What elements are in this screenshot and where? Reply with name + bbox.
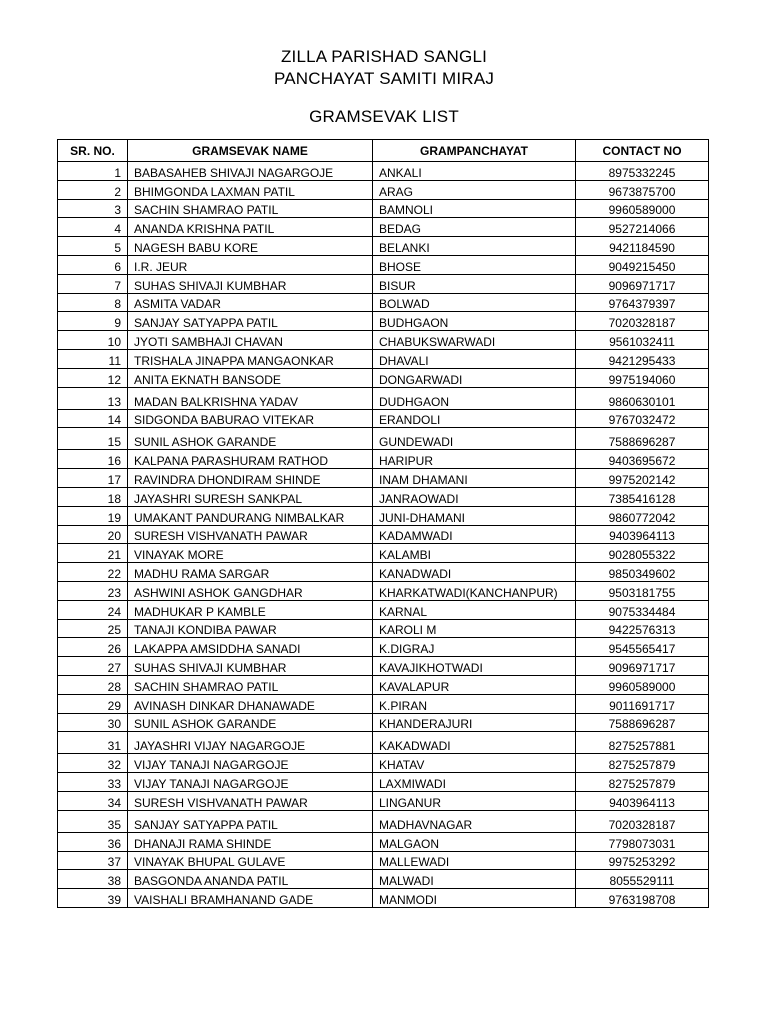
- sr-no-cell: 32: [58, 754, 128, 773]
- table-row: [58, 218, 709, 237]
- grampanchayat-cell: K.PIRAN: [373, 694, 576, 713]
- gramsevak-name-cell: SACHIN SHAMRAO PATIL: [128, 199, 373, 218]
- contact-no-cell: 9096971717: [576, 657, 709, 676]
- table-row: [58, 563, 709, 582]
- gramsevak-name-cell: SUHAS SHIVAJI KUMBHAR: [128, 274, 373, 293]
- gramsevak-name-cell: UMAKANT PANDURANG NIMBALKAR: [128, 506, 373, 525]
- contact-no-cell: 9527214066: [576, 218, 709, 237]
- gramsevak-name-cell: SANJAY SATYAPPA PATIL: [128, 312, 373, 331]
- contact-no-cell: 9011691717: [576, 694, 709, 713]
- table-row: [58, 469, 709, 488]
- sr-no-cell: 30: [58, 713, 128, 732]
- sr-no-cell: 24: [58, 600, 128, 619]
- table-row: [58, 638, 709, 657]
- table-row: [58, 409, 709, 428]
- gramsevak-name-cell: TRISHALA JINAPPA MANGAONKAR: [128, 349, 373, 368]
- table-row: [58, 732, 709, 754]
- grampanchayat-cell: DUDHGAON: [373, 387, 576, 409]
- gramsevak-name-cell: DHANAJI RAMA SHINDE: [128, 832, 373, 851]
- gramsevak-name-cell: SACHIN SHAMRAO PATIL: [128, 675, 373, 694]
- gramsevak-name-cell: SURESH VISHVANATH PAWAR: [128, 791, 373, 810]
- grampanchayat-cell: KALAMBI: [373, 544, 576, 563]
- gramsevak-name-cell: SUHAS SHIVAJI KUMBHAR: [128, 657, 373, 676]
- table-row: [58, 255, 709, 274]
- sr-no-cell: 11: [58, 349, 128, 368]
- list-title: GRAMSEVAK LIST: [309, 107, 459, 126]
- contact-no-cell: 9403695672: [576, 450, 709, 469]
- sr-no-cell: 5: [58, 237, 128, 256]
- gramsevak-name-cell: ANITA EKNATH BANSODE: [128, 368, 373, 387]
- gramsevak-name-cell: VAISHALI BRAMHANAND GADE: [128, 889, 373, 908]
- table-row: [58, 851, 709, 870]
- gramsevak-name-cell: LAKAPPA AMSIDDHA SANADI: [128, 638, 373, 657]
- contact-no-cell: 9421295433: [576, 349, 709, 368]
- grampanchayat-cell: HARIPUR: [373, 450, 576, 469]
- sr-no-cell: 4: [58, 218, 128, 237]
- grampanchayat-cell: LINGANUR: [373, 791, 576, 810]
- contact-no-cell: 9503181755: [576, 581, 709, 600]
- contact-no-cell: 8275257881: [576, 732, 709, 754]
- sr-no-cell: 8: [58, 293, 128, 312]
- contact-no-cell: 9767032472: [576, 409, 709, 428]
- contact-no-cell: 9960589000: [576, 199, 709, 218]
- sr-no-cell: 15: [58, 428, 128, 450]
- column-header-contact: CONTACT NO: [576, 140, 709, 162]
- table-row: [58, 619, 709, 638]
- grampanchayat-cell: LAXMIWADI: [373, 773, 576, 792]
- table-row: [58, 581, 709, 600]
- grampanchayat-cell: BHOSE: [373, 255, 576, 274]
- gramsevak-name-cell: SURESH VISHVANATH PAWAR: [128, 525, 373, 544]
- gramsevak-name-cell: JYOTI SAMBHAJI CHAVAN: [128, 331, 373, 350]
- grampanchayat-cell: BAMNOLI: [373, 199, 576, 218]
- table-row: [58, 754, 709, 773]
- sr-no-cell: 17: [58, 469, 128, 488]
- contact-no-cell: 9673875700: [576, 180, 709, 199]
- contact-no-cell: 9850349602: [576, 563, 709, 582]
- grampanchayat-cell: INAM DHAMANI: [373, 469, 576, 488]
- sr-no-cell: 34: [58, 791, 128, 810]
- gramsevak-name-cell: VIJAY TANAJI NAGARGOJE: [128, 754, 373, 773]
- gramsevak-name-cell: BASGONDA ANANDA PATIL: [128, 870, 373, 889]
- sr-no-cell: 14: [58, 409, 128, 428]
- table-row: [58, 544, 709, 563]
- district-heading: ZILLA PARISHAD SANGLI: [280, 47, 488, 66]
- grampanchayat-cell: KHARKATWADI(KANCHANPUR): [373, 581, 576, 600]
- sr-no-cell: 23: [58, 581, 128, 600]
- grampanchayat-cell: BEDAG: [373, 218, 576, 237]
- sr-no-cell: 26: [58, 638, 128, 657]
- contact-no-cell: 9403964113: [576, 791, 709, 810]
- sr-no-cell: 18: [58, 487, 128, 506]
- sr-no-cell: 20: [58, 525, 128, 544]
- table-row: [58, 237, 709, 256]
- gramsevak-table: [57, 139, 709, 908]
- gramsevak-name-cell: BHIMGONDA LAXMAN PATIL: [128, 180, 373, 199]
- gramsevak-name-cell: RAVINDRA DHONDIRAM SHINDE: [128, 469, 373, 488]
- grampanchayat-cell: KARNAL: [373, 600, 576, 619]
- table-row: [58, 180, 709, 199]
- grampanchayat-cell: K.DIGRAJ: [373, 638, 576, 657]
- sr-no-cell: 29: [58, 694, 128, 713]
- gramsevak-name-cell: MADHU RAMA SARGAR: [128, 563, 373, 582]
- sr-no-cell: 3: [58, 199, 128, 218]
- gramsevak-name-cell: SUNIL ASHOK GARANDE: [128, 428, 373, 450]
- table-row: [58, 368, 709, 387]
- gramsevak-name-cell: I.R. JEUR: [128, 255, 373, 274]
- contact-no-cell: 9975202142: [576, 469, 709, 488]
- column-header-grampanchayat: GRAMPANCHAYAT: [373, 140, 576, 162]
- table-row: [58, 713, 709, 732]
- contact-no-cell: 9545565417: [576, 638, 709, 657]
- table-row: [58, 791, 709, 810]
- contact-no-cell: 9960589000: [576, 675, 709, 694]
- gramsevak-name-cell: VIJAY TANAJI NAGARGOJE: [128, 773, 373, 792]
- contact-no-cell: 8275257879: [576, 754, 709, 773]
- contact-no-cell: 7588696287: [576, 713, 709, 732]
- table-row: [58, 162, 709, 181]
- grampanchayat-cell: ERANDOLI: [373, 409, 576, 428]
- gramsevak-name-cell: SUNIL ASHOK GARANDE: [128, 713, 373, 732]
- grampanchayat-cell: MALLEWADI: [373, 851, 576, 870]
- table-header-row: [58, 140, 709, 162]
- grampanchayat-cell: MADHAVNAGAR: [373, 810, 576, 832]
- contact-no-cell: 9763198708: [576, 889, 709, 908]
- grampanchayat-cell: KAVAJIKHOTWADI: [373, 657, 576, 676]
- grampanchayat-cell: MANMODI: [373, 889, 576, 908]
- contact-no-cell: 9975253292: [576, 851, 709, 870]
- contact-no-cell: 9075334484: [576, 600, 709, 619]
- table-row: [58, 810, 709, 832]
- sr-no-cell: 33: [58, 773, 128, 792]
- table-row: [58, 600, 709, 619]
- sr-no-cell: 39: [58, 889, 128, 908]
- sr-no-cell: 16: [58, 450, 128, 469]
- table-row: [58, 349, 709, 368]
- grampanchayat-cell: KHANDERAJURI: [373, 713, 576, 732]
- contact-no-cell: 7798073031: [576, 832, 709, 851]
- gramsevak-name-cell: ASHWINI ASHOK GANGDHAR: [128, 581, 373, 600]
- sr-no-cell: 25: [58, 619, 128, 638]
- grampanchayat-cell: JUNI-DHAMANI: [373, 506, 576, 525]
- table-row: [58, 525, 709, 544]
- grampanchayat-cell: BOLWAD: [373, 293, 576, 312]
- table-row: [58, 870, 709, 889]
- table-row: [58, 694, 709, 713]
- table-row: [58, 274, 709, 293]
- sr-no-cell: 19: [58, 506, 128, 525]
- contact-no-cell: 9421184590: [576, 237, 709, 256]
- contact-no-cell: 7385416128: [576, 487, 709, 506]
- sr-no-cell: 27: [58, 657, 128, 676]
- gramsevak-name-cell: SIDGONDA BABURAO VITEKAR: [128, 409, 373, 428]
- gramsevak-name-cell: SANJAY SATYAPPA PATIL: [128, 810, 373, 832]
- table-row: [58, 832, 709, 851]
- contact-no-cell: 9403964113: [576, 525, 709, 544]
- gramsevak-name-cell: BABASAHEB SHIVAJI NAGARGOJE: [128, 162, 373, 181]
- samiti-heading: PANCHAYAT SAMITI MIRAJ: [273, 69, 495, 88]
- grampanchayat-cell: JANRAOWADI: [373, 487, 576, 506]
- grampanchayat-cell: CHABUKSWARWADI: [373, 331, 576, 350]
- gramsevak-name-cell: MADAN BALKRISHNA YADAV: [128, 387, 373, 409]
- grampanchayat-cell: ANKALI: [373, 162, 576, 181]
- table-row: [58, 428, 709, 450]
- grampanchayat-cell: DONGARWADI: [373, 368, 576, 387]
- table-row: [58, 293, 709, 312]
- gramsevak-name-cell: NAGESH BABU KORE: [128, 237, 373, 256]
- sr-no-cell: 2: [58, 180, 128, 199]
- contact-no-cell: 9561032411: [576, 331, 709, 350]
- column-header-sr-no: SR. NO.: [58, 140, 128, 162]
- sr-no-cell: 9: [58, 312, 128, 331]
- grampanchayat-cell: BELANKI: [373, 237, 576, 256]
- sr-no-cell: 31: [58, 732, 128, 754]
- gramsevak-name-cell: JAYASHRI VIJAY NAGARGOJE: [128, 732, 373, 754]
- grampanchayat-cell: KAVALAPUR: [373, 675, 576, 694]
- contact-no-cell: 9975194060: [576, 368, 709, 387]
- table-row: [58, 675, 709, 694]
- table-row: [58, 506, 709, 525]
- table-body: [58, 162, 709, 908]
- contact-no-cell: 9860772042: [576, 506, 709, 525]
- table-row: [58, 450, 709, 469]
- grampanchayat-cell: DHAVALI: [373, 349, 576, 368]
- sr-no-cell: 1: [58, 162, 128, 181]
- grampanchayat-cell: MALGAON: [373, 832, 576, 851]
- sr-no-cell: 21: [58, 544, 128, 563]
- contact-no-cell: 9028055322: [576, 544, 709, 563]
- grampanchayat-cell: MALWADI: [373, 870, 576, 889]
- table-row: [58, 889, 709, 908]
- grampanchayat-cell: GUNDEWADI: [373, 428, 576, 450]
- contact-no-cell: 9764379397: [576, 293, 709, 312]
- gramsevak-name-cell: TANAJI KONDIBA PAWAR: [128, 619, 373, 638]
- column-header-name: GRAMSEVAK NAME: [128, 140, 373, 162]
- gramsevak-name-cell: VINAYAK BHUPAL GULAVE: [128, 851, 373, 870]
- sr-no-cell: 6: [58, 255, 128, 274]
- table-row: [58, 199, 709, 218]
- sr-no-cell: 7: [58, 274, 128, 293]
- sr-no-cell: 13: [58, 387, 128, 409]
- contact-no-cell: 9422576313: [576, 619, 709, 638]
- sr-no-cell: 28: [58, 675, 128, 694]
- gramsevak-name-cell: VINAYAK MORE: [128, 544, 373, 563]
- sr-no-cell: 22: [58, 563, 128, 582]
- contact-no-cell: 8975332245: [576, 162, 709, 181]
- gramsevak-name-cell: AVINASH DINKAR DHANAWADE: [128, 694, 373, 713]
- contact-no-cell: 8275257879: [576, 773, 709, 792]
- grampanchayat-cell: KAKADWADI: [373, 732, 576, 754]
- table-row: [58, 312, 709, 331]
- table-row: [58, 331, 709, 350]
- grampanchayat-cell: BUDHGAON: [373, 312, 576, 331]
- grampanchayat-cell: BISUR: [373, 274, 576, 293]
- grampanchayat-cell: ARAG: [373, 180, 576, 199]
- sr-no-cell: 37: [58, 851, 128, 870]
- gramsevak-name-cell: ASMITA VADAR: [128, 293, 373, 312]
- sr-no-cell: 35: [58, 810, 128, 832]
- table-row: [58, 657, 709, 676]
- contact-no-cell: 7020328187: [576, 312, 709, 331]
- contact-no-cell: 7020328187: [576, 810, 709, 832]
- grampanchayat-cell: KADAMWADI: [373, 525, 576, 544]
- gramsevak-name-cell: KALPANA PARASHURAM RATHOD: [128, 450, 373, 469]
- gramsevak-name-cell: ANANDA KRISHNA PATIL: [128, 218, 373, 237]
- gramsevak-name-cell: JAYASHRI SURESH SANKPAL: [128, 487, 373, 506]
- table-row: [58, 487, 709, 506]
- contact-no-cell: 9049215450: [576, 255, 709, 274]
- grampanchayat-cell: KANADWADI: [373, 563, 576, 582]
- contact-no-cell: 9860630101: [576, 387, 709, 409]
- contact-no-cell: 7588696287: [576, 428, 709, 450]
- gramsevak-name-cell: MADHUKAR P KAMBLE: [128, 600, 373, 619]
- table-row: [58, 387, 709, 409]
- sr-no-cell: 36: [58, 832, 128, 851]
- contact-no-cell: 8055529111: [576, 870, 709, 889]
- table-row: [58, 773, 709, 792]
- sr-no-cell: 10: [58, 331, 128, 350]
- contact-no-cell: 9096971717: [576, 274, 709, 293]
- sr-no-cell: 38: [58, 870, 128, 889]
- sr-no-cell: 12: [58, 368, 128, 387]
- grampanchayat-cell: KHATAV: [373, 754, 576, 773]
- grampanchayat-cell: KAROLI M: [373, 619, 576, 638]
